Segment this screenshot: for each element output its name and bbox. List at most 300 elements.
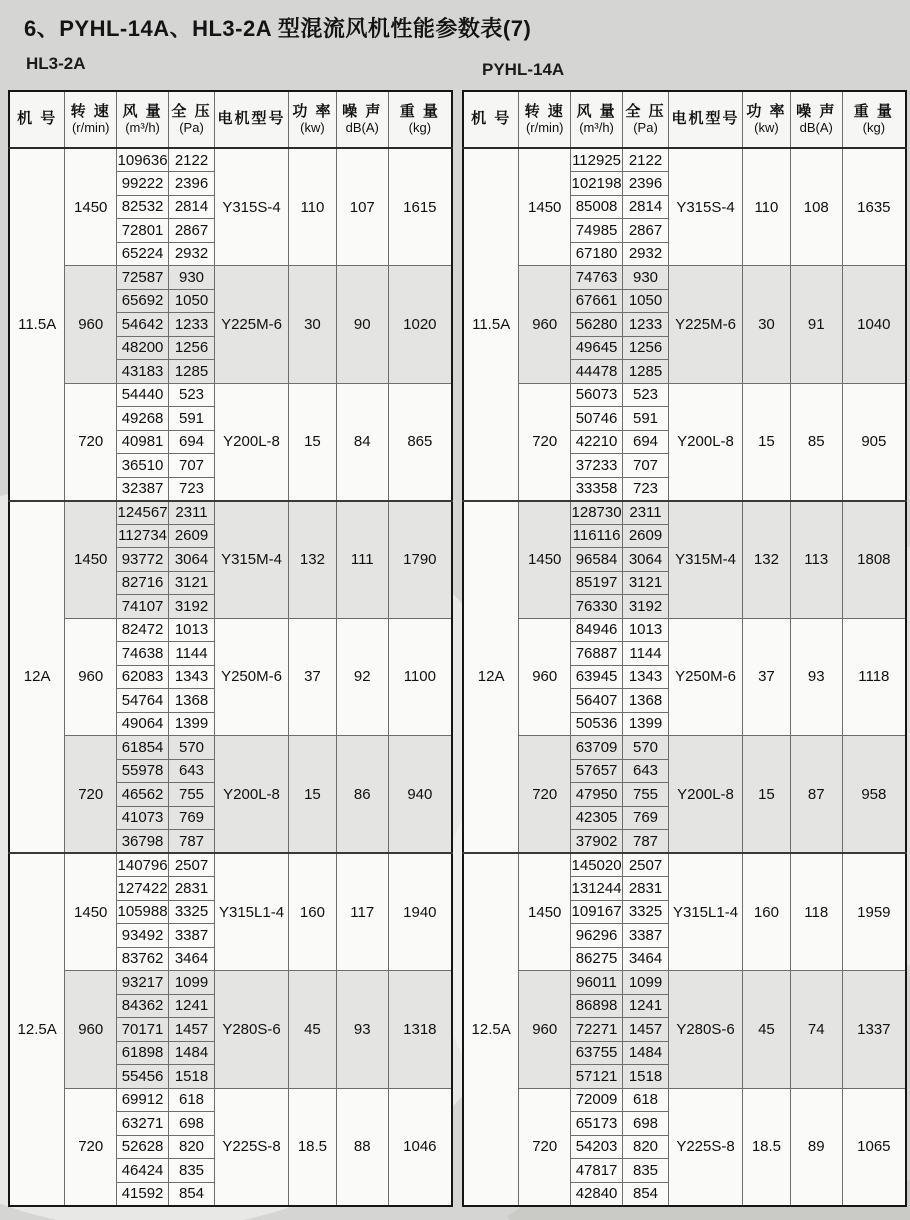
motor-model-cell: Y280S-6: [215, 971, 289, 1089]
flow-cell: 93492: [117, 924, 169, 948]
column-header-main: 全 压: [171, 102, 212, 120]
flow-cell: 52628: [117, 1135, 169, 1159]
flow-cell: 63945: [571, 665, 623, 689]
motor-model-cell: Y200L-8: [215, 383, 289, 501]
pressure-cell: 1368: [622, 689, 668, 713]
flow-cell: 57121: [571, 1065, 623, 1089]
pressure-cell: 787: [622, 830, 668, 854]
pressure-cell: 769: [622, 806, 668, 830]
pressure-cell: 2396: [168, 172, 214, 196]
pressure-cell: 643: [168, 759, 214, 783]
pressure-cell: 1050: [622, 289, 668, 313]
pressure-cell: 3464: [622, 947, 668, 971]
pressure-cell: 523: [168, 383, 214, 407]
pressure-cell: 1013: [168, 618, 214, 642]
flow-cell: 48200: [117, 336, 169, 360]
pressure-cell: 1285: [168, 360, 214, 384]
column-header-main: 噪 声: [796, 102, 837, 120]
flow-cell: 54440: [117, 383, 169, 407]
pressure-cell: 1256: [168, 336, 214, 360]
power-cell: 110: [743, 148, 791, 266]
flow-cell: 74763: [571, 266, 623, 290]
column-header-2: [117, 91, 169, 148]
column-header-2: [571, 91, 623, 148]
table-row: [463, 1088, 906, 1112]
flow-cell: 83762: [117, 947, 169, 971]
power-cell: 160: [743, 853, 791, 971]
pressure-cell: 723: [622, 477, 668, 501]
motor-model-cell: Y315L1-4: [669, 853, 743, 971]
weight-cell: 1615: [388, 148, 452, 266]
pressure-cell: 1484: [622, 1041, 668, 1065]
rpm-cell: 960: [65, 971, 117, 1089]
flow-cell: 109167: [571, 900, 623, 924]
noise-cell: 93: [336, 971, 388, 1089]
table-row: [9, 148, 452, 172]
flow-cell: 145020: [571, 853, 623, 877]
flow-cell: 65692: [117, 289, 169, 313]
pressure-cell: 2609: [622, 524, 668, 548]
noise-cell: 88: [336, 1088, 388, 1206]
flow-cell: 49268: [117, 407, 169, 431]
power-cell: 37: [743, 618, 791, 736]
pressure-cell: 591: [168, 407, 214, 431]
pressure-cell: 1099: [168, 971, 214, 995]
motor-model-cell: Y280S-6: [669, 971, 743, 1089]
flow-cell: 109636: [117, 148, 169, 172]
rpm-cell: 1450: [65, 853, 117, 971]
flow-cell: 63755: [571, 1041, 623, 1065]
weight-cell: 1118: [842, 618, 906, 736]
column-header-main: 功 率: [292, 102, 333, 120]
performance-table-hl3-2a: [8, 90, 453, 1207]
motor-model-cell: Y315M-4: [669, 501, 743, 619]
pressure-cell: 570: [168, 736, 214, 760]
pressure-cell: 618: [168, 1088, 214, 1112]
flow-cell: 62083: [117, 665, 169, 689]
table-row: [9, 1088, 452, 1112]
weight-cell: 1940: [388, 853, 452, 971]
flow-cell: 69912: [117, 1088, 169, 1112]
noise-cell: 90: [336, 266, 388, 384]
flow-cell: 99222: [117, 172, 169, 196]
column-header-0: [463, 91, 519, 148]
pressure-cell: 2507: [622, 853, 668, 877]
pressure-cell: 1343: [168, 665, 214, 689]
flow-cell: 63709: [571, 736, 623, 760]
power-cell: 15: [743, 736, 791, 854]
flow-cell: 46562: [117, 783, 169, 807]
pressure-cell: 755: [622, 783, 668, 807]
flow-cell: 82532: [117, 195, 169, 219]
pressure-cell: 1399: [622, 712, 668, 736]
power-cell: 15: [289, 736, 337, 854]
column-header-6: [790, 91, 842, 148]
flow-cell: 85197: [571, 571, 623, 595]
pressure-cell: 1518: [168, 1065, 214, 1089]
pressure-cell: 3325: [622, 900, 668, 924]
pressure-cell: 1013: [622, 618, 668, 642]
flow-cell: 56280: [571, 313, 623, 337]
weight-cell: 1020: [388, 266, 452, 384]
pressure-cell: 3464: [168, 947, 214, 971]
flow-cell: 102198: [571, 172, 623, 196]
pressure-cell: 570: [622, 736, 668, 760]
pressure-cell: 1368: [168, 689, 214, 713]
rpm-cell: 1450: [519, 501, 571, 619]
pressure-cell: 694: [622, 430, 668, 454]
flow-cell: 131244: [571, 877, 623, 901]
pressure-cell: 1343: [622, 665, 668, 689]
column-header-1: [519, 91, 571, 148]
rpm-cell: 720: [65, 383, 117, 501]
weight-cell: 905: [842, 383, 906, 501]
rpm-cell: 1450: [65, 501, 117, 619]
weight-cell: 1959: [842, 853, 906, 971]
column-header-unit: (Pa): [633, 120, 658, 136]
pressure-cell: 1050: [168, 289, 214, 313]
flow-cell: 61854: [117, 736, 169, 760]
flow-cell: 74985: [571, 219, 623, 243]
pressure-cell: 2814: [622, 195, 668, 219]
column-header-main: 重 量: [853, 102, 894, 120]
table-row: [463, 148, 906, 172]
pressure-cell: 1233: [168, 313, 214, 337]
flow-cell: 112734: [117, 524, 169, 548]
weight-cell: 865: [388, 383, 452, 501]
noise-cell: 84: [336, 383, 388, 501]
pressure-cell: 2507: [168, 853, 214, 877]
column-header-3: [168, 91, 214, 148]
noise-cell: 107: [336, 148, 388, 266]
motor-model-cell: Y315S-4: [669, 148, 743, 266]
table-row: [9, 736, 452, 760]
pressure-cell: 3064: [168, 548, 214, 572]
pressure-cell: 2122: [168, 148, 214, 172]
pressure-cell: 755: [168, 783, 214, 807]
rpm-cell: 960: [519, 971, 571, 1089]
column-header-main: 全 压: [625, 102, 666, 120]
flow-cell: 47950: [571, 783, 623, 807]
pressure-cell: 1144: [622, 642, 668, 666]
motor-model-cell: Y225S-8: [669, 1088, 743, 1206]
power-cell: 30: [289, 266, 337, 384]
flow-cell: 72271: [571, 1018, 623, 1042]
motor-model-cell: Y250M-6: [215, 618, 289, 736]
flow-cell: 140796: [117, 853, 169, 877]
column-header-4: [669, 91, 743, 148]
pressure-cell: 835: [622, 1159, 668, 1183]
column-header-main: 风 量: [122, 102, 163, 120]
flow-cell: 67661: [571, 289, 623, 313]
table-row: [9, 266, 452, 290]
column-header-unit: (kg): [408, 120, 432, 136]
flow-cell: 50746: [571, 407, 623, 431]
column-header-unit: (m³/h): [579, 120, 614, 136]
flow-cell: 65224: [117, 242, 169, 266]
weight-cell: 1337: [842, 971, 906, 1089]
table-label-pyhl-14a: PYHL-14A: [482, 60, 565, 79]
pressure-cell: 1099: [622, 971, 668, 995]
motor-model-cell: Y225M-6: [669, 266, 743, 384]
pressure-cell: 618: [622, 1088, 668, 1112]
weight-cell: 1635: [842, 148, 906, 266]
weight-cell: 958: [842, 736, 906, 854]
flow-cell: 54764: [117, 689, 169, 713]
flow-cell: 76330: [571, 595, 623, 619]
flow-cell: 124567: [117, 501, 169, 525]
pressure-cell: 2122: [622, 148, 668, 172]
flow-cell: 41073: [117, 806, 169, 830]
table-row: [463, 736, 906, 760]
flow-cell: 86898: [571, 994, 623, 1018]
flow-cell: 56073: [571, 383, 623, 407]
flow-cell: 49645: [571, 336, 623, 360]
flow-cell: 42305: [571, 806, 623, 830]
table-row: [463, 618, 906, 642]
flow-cell: 37902: [571, 830, 623, 854]
machine-id-cell: 12.5A: [9, 853, 65, 1206]
pressure-cell: 820: [622, 1135, 668, 1159]
flow-cell: 70171: [117, 1018, 169, 1042]
power-cell: 45: [289, 971, 337, 1089]
flow-cell: 32387: [117, 477, 169, 501]
pressure-cell: 835: [168, 1159, 214, 1183]
noise-cell: 117: [336, 853, 388, 971]
weight-cell: 1318: [388, 971, 452, 1089]
pressure-cell: 2932: [168, 242, 214, 266]
pressure-cell: 3387: [622, 924, 668, 948]
pressure-cell: 591: [622, 407, 668, 431]
column-header-unit: dB(A): [799, 120, 833, 136]
pressure-cell: 707: [168, 454, 214, 478]
flow-cell: 84946: [571, 618, 623, 642]
table-row: [463, 971, 906, 995]
power-cell: 30: [743, 266, 791, 384]
table-row: [463, 266, 906, 290]
pressure-cell: 769: [168, 806, 214, 830]
motor-model-cell: Y200L-8: [669, 383, 743, 501]
column-header-0: [9, 91, 65, 148]
motor-model-cell: Y200L-8: [215, 736, 289, 854]
power-cell: 18.5: [743, 1088, 791, 1206]
rpm-cell: 960: [519, 618, 571, 736]
rpm-cell: 1450: [519, 148, 571, 266]
power-cell: 110: [289, 148, 337, 266]
pressure-cell: 1144: [168, 642, 214, 666]
column-header-unit: (m³/h): [125, 120, 160, 136]
pressure-cell: 3325: [168, 900, 214, 924]
flow-cell: 72587: [117, 266, 169, 290]
pressure-cell: 2867: [168, 219, 214, 243]
column-header-5: [743, 91, 791, 148]
table-row: [463, 501, 906, 525]
motor-model-cell: Y225M-6: [215, 266, 289, 384]
flow-cell: 36798: [117, 830, 169, 854]
pressure-cell: 3121: [168, 571, 214, 595]
machine-id-cell: 12A: [9, 501, 65, 854]
column-header-6: [336, 91, 388, 148]
machine-id-cell: 11.5A: [463, 148, 519, 501]
column-header-unit: (kw): [300, 120, 325, 136]
flow-cell: 42210: [571, 430, 623, 454]
pressure-cell: 1233: [622, 313, 668, 337]
noise-cell: 93: [790, 618, 842, 736]
pressure-cell: 2311: [168, 501, 214, 525]
pressure-cell: 1285: [622, 360, 668, 384]
flow-cell: 55456: [117, 1065, 169, 1089]
column-header-main: 功 率: [746, 102, 787, 120]
pressure-cell: 1457: [622, 1018, 668, 1042]
pressure-cell: 698: [622, 1112, 668, 1136]
pressure-cell: 1256: [622, 336, 668, 360]
pressure-cell: 1241: [622, 994, 668, 1018]
table-row: [9, 618, 452, 642]
pressure-cell: 854: [622, 1182, 668, 1206]
flow-cell: 116116: [571, 524, 623, 548]
pressure-cell: 3192: [622, 595, 668, 619]
column-header-main: 噪 声: [342, 102, 383, 120]
pressure-cell: 820: [168, 1135, 214, 1159]
rpm-cell: 1450: [519, 853, 571, 971]
pressure-cell: 930: [168, 266, 214, 290]
column-header-4: [215, 91, 289, 148]
flow-cell: 33358: [571, 477, 623, 501]
pressure-cell: 3121: [622, 571, 668, 595]
flow-cell: 67180: [571, 242, 623, 266]
power-cell: 45: [743, 971, 791, 1089]
pressure-cell: 2932: [622, 242, 668, 266]
flow-cell: 61898: [117, 1041, 169, 1065]
rpm-cell: 960: [65, 618, 117, 736]
power-cell: 18.5: [289, 1088, 337, 1206]
flow-cell: 43183: [117, 360, 169, 384]
flow-cell: 93217: [117, 971, 169, 995]
column-header-1: [65, 91, 117, 148]
flow-cell: 96296: [571, 924, 623, 948]
flow-cell: 47817: [571, 1159, 623, 1183]
pressure-cell: 2311: [622, 501, 668, 525]
noise-cell: 92: [336, 618, 388, 736]
pressure-cell: 523: [622, 383, 668, 407]
column-header-7: [842, 91, 906, 148]
pressure-cell: 3064: [622, 548, 668, 572]
flow-cell: 82716: [117, 571, 169, 595]
motor-model-cell: Y250M-6: [669, 618, 743, 736]
flow-cell: 96011: [571, 971, 623, 995]
flow-cell: 82472: [117, 618, 169, 642]
pressure-cell: 707: [622, 454, 668, 478]
pressure-cell: 1484: [168, 1041, 214, 1065]
noise-cell: 118: [790, 853, 842, 971]
noise-cell: 108: [790, 148, 842, 266]
flow-cell: 127422: [117, 877, 169, 901]
noise-cell: 87: [790, 736, 842, 854]
flow-cell: 74107: [117, 595, 169, 619]
flow-cell: 96584: [571, 548, 623, 572]
weight-cell: 1046: [388, 1088, 452, 1206]
weight-cell: 1790: [388, 501, 452, 619]
pressure-cell: 694: [168, 430, 214, 454]
pressure-cell: 787: [168, 830, 214, 854]
rpm-cell: 720: [65, 1088, 117, 1206]
column-header-main: 电机型号: [671, 110, 740, 128]
pressure-cell: 3387: [168, 924, 214, 948]
pressure-cell: 2831: [168, 877, 214, 901]
table-row: [463, 853, 906, 877]
pressure-cell: 2814: [168, 195, 214, 219]
flow-cell: 50536: [571, 712, 623, 736]
flow-cell: 93772: [117, 548, 169, 572]
rpm-cell: 720: [519, 383, 571, 501]
pressure-cell: 1457: [168, 1018, 214, 1042]
column-header-unit: (kw): [754, 120, 779, 136]
power-cell: 15: [289, 383, 337, 501]
flow-cell: 105988: [117, 900, 169, 924]
pressure-cell: 3192: [168, 595, 214, 619]
column-header-main: 机 号: [17, 110, 58, 128]
column-header-5: [289, 91, 337, 148]
flow-cell: 40981: [117, 430, 169, 454]
column-header-unit: (Pa): [179, 120, 204, 136]
column-header-main: 转 速: [70, 102, 111, 120]
power-cell: 160: [289, 853, 337, 971]
column-header-main: 风 量: [576, 102, 617, 120]
flow-cell: 46424: [117, 1159, 169, 1183]
flow-cell: 84362: [117, 994, 169, 1018]
power-cell: 132: [289, 501, 337, 619]
noise-cell: 89: [790, 1088, 842, 1206]
flow-cell: 54642: [117, 313, 169, 337]
motor-model-cell: Y315S-4: [215, 148, 289, 266]
column-header-unit: (r/min): [525, 120, 564, 136]
motor-model-cell: Y315M-4: [215, 501, 289, 619]
performance-table-hl3-2a-host: [8, 90, 453, 1207]
pressure-cell: 2396: [622, 172, 668, 196]
motor-model-cell: Y200L-8: [669, 736, 743, 854]
performance-table-pyhl-14a: [462, 90, 907, 1207]
pressure-cell: 1241: [168, 994, 214, 1018]
flow-cell: 112925: [571, 148, 623, 172]
rpm-cell: 960: [65, 266, 117, 384]
pressure-cell: 2831: [622, 877, 668, 901]
noise-cell: 111: [336, 501, 388, 619]
column-header-unit: dB(A): [345, 120, 379, 136]
noise-cell: 74: [790, 971, 842, 1089]
flow-cell: 37233: [571, 454, 623, 478]
table-row: [9, 971, 452, 995]
machine-id-cell: 12.5A: [463, 853, 519, 1206]
pressure-cell: 930: [622, 266, 668, 290]
flow-cell: 76887: [571, 642, 623, 666]
table-row: [9, 501, 452, 525]
motor-model-cell: Y225S-8: [215, 1088, 289, 1206]
table-row: [463, 383, 906, 407]
weight-cell: 1808: [842, 501, 906, 619]
noise-cell: 86: [336, 736, 388, 854]
flow-cell: 74638: [117, 642, 169, 666]
rpm-cell: 1450: [65, 148, 117, 266]
weight-cell: 1100: [388, 618, 452, 736]
flow-cell: 85008: [571, 195, 623, 219]
column-header-unit: (r/min): [71, 120, 110, 136]
motor-model-cell: Y315L1-4: [215, 853, 289, 971]
column-header-main: 机 号: [471, 110, 512, 128]
machine-id-cell: 12A: [463, 501, 519, 854]
flow-cell: 54203: [571, 1135, 623, 1159]
pressure-cell: 1518: [622, 1065, 668, 1089]
flow-cell: 41592: [117, 1182, 169, 1206]
